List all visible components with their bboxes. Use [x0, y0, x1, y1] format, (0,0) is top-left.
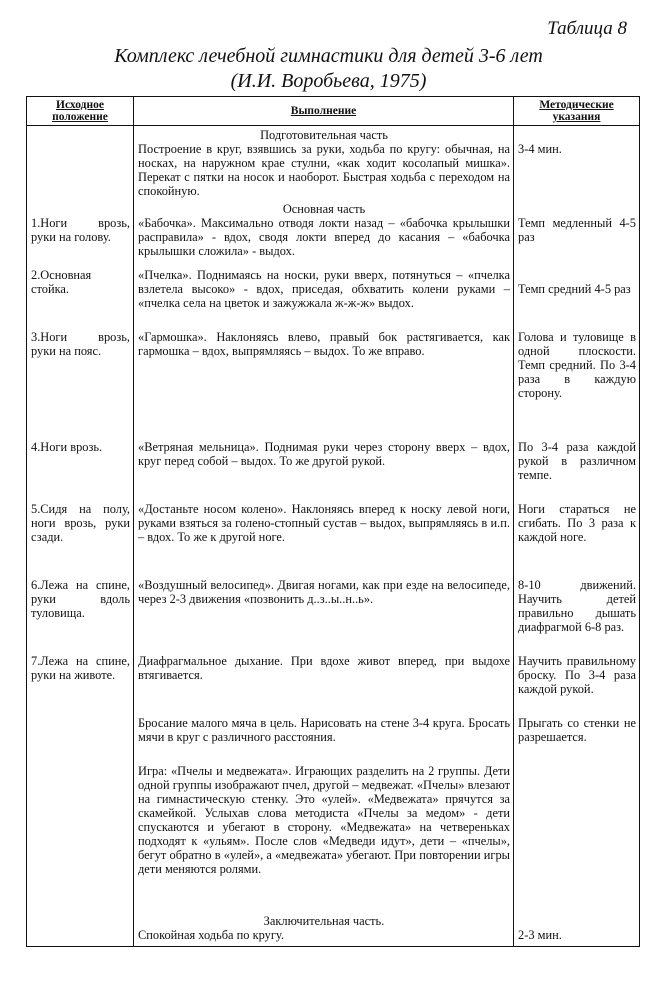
cell-notes: Научить правильному броску. По 3-4 раза каждой рукой.: [514, 652, 640, 714]
table-row: [27, 576, 640, 652]
cell-notes: Прыгать со стенки не разрешается.: [514, 714, 640, 762]
document-subtitle: (И.И. Воробьева, 1975): [230, 70, 427, 92]
cell-position: 4.Ноги врозь.: [27, 438, 134, 500]
cell-position: 2.Основная стойка.: [27, 266, 134, 328]
cell-execution: «Воздушный велосипед». Двигая ногами, как при езде на велосипеде, через 2-3 движения «позвонить д..з..ы..н..ь».: [134, 576, 514, 652]
cell-execution: Основная часть «Бабочка». Максимально отводя локти назад – «бабочка крылышки расправила» - вдох, сводя локти вперед до касания – «бабочка крылышки сложила» - выдох.: [134, 200, 514, 266]
cell-position: 1.Ноги врозь, руки на голову.: [27, 200, 134, 266]
cell-notes: 3-4 мин.: [514, 126, 640, 201]
cell-notes: Голова и туловище в одной плоскости. Темп средний. По 3-4 раза в каждую сторону.: [514, 328, 640, 438]
cell-execution: «Ветряная мельница». Поднимая руки через сторону вверх – вдох, круг перед собой – выдох. То же другой рукой.: [134, 438, 514, 500]
table-row: [27, 438, 640, 500]
cell-position: 3.Ноги врозь, руки на пояс.: [27, 328, 134, 438]
table-row: [27, 200, 640, 266]
cell-notes: Ноги стараться не сгибать. По 3 раза к каждой ноге.: [514, 500, 640, 576]
cell-execution: «Достаньте носом колено». Наклоняясь вперед к носку левой ноги, руками взяться за голено-стопный сустав – выдох, выпрямляясь в и.п. – вдох. То же к другой ноге.: [134, 500, 514, 576]
header-execution: Выполнение: [134, 97, 514, 126]
table-row: [27, 912, 640, 947]
cell-position: [27, 912, 134, 947]
table-row: [27, 762, 640, 912]
cell-execution: Бросание малого мяча в цель. Нарисовать на стене 3-4 круга. Бросать мячи в круг с различного расстояния.: [134, 714, 514, 762]
cell-notes: Темп средний 4-5 раз: [514, 266, 640, 328]
table-row: [27, 328, 640, 438]
exercise-table: [26, 96, 640, 947]
section-heading-main: Основная часть: [282, 202, 366, 216]
cell-execution: Игра: «Пчелы и медвежата». Играющих разделить на 2 группы. Дети одной группы изображают пчел, другой – медвежат. «Пчелы» влезают на гимнастическую стенку. Это «улей». «Медвежата» прячутся за скамейкой. Услыхав слова методиста «Пчелы за медом» - дети спускаются и убегают в сторону. «Медвежата» на четвереньках подходят к «ульям». После слов «Медведи идут», дети – «пчелы», бегут обратно в «улей», а «медвежата» убегают. При повторении игры дети меняются ролями.: [134, 762, 514, 912]
cell-execution: Подготовительная часть Построение в круг, взявшись за руки, ходьба по кругу: обычная, на носках, на наружном крае стулни, «как ходит косолапый мишка». Перекат с пятки на носок и наоборот. Быстрая ходьба с переходом на спокойную.: [134, 126, 514, 201]
table-row: [27, 126, 640, 201]
cell-position: [27, 714, 134, 762]
table-row: [27, 714, 640, 762]
document-title: Комплекс лечебной гимнастики для детей 3-6 лет: [114, 45, 543, 67]
cell-position: [27, 126, 134, 201]
cell-execution: «Пчелка». Поднимаясь на носки, руки вверх, потянуться – «пчелка взлетела высоко» - вдох, приседая, обхватить колени руками – «пчелка села на цветок и зажужжала ж-ж-ж» выдох.: [134, 266, 514, 328]
table-header-row: [27, 97, 640, 126]
table-row: [27, 500, 640, 576]
header-method-notes: Методические указания: [514, 97, 640, 126]
table-row: [27, 266, 640, 328]
cell-position: 5.Сидя на полу, ноги врозь, руки сзади.: [27, 500, 134, 576]
cell-notes: 2-3 мин.: [514, 912, 640, 947]
cell-notes: Темп медленный 4-5 раз: [514, 200, 640, 266]
cell-execution: Диафрагмальное дыхание. При вдохе живот вперед, при выдохе втягивается.: [134, 652, 514, 714]
cell-position: 7.Лежа на спине, руки на животе.: [27, 652, 134, 714]
cell-position: 6.Лежа на спине, руки вдоль туловища.: [27, 576, 134, 652]
cell-execution: Заключительная часть. Спокойная ходьба по кругу.: [134, 912, 514, 947]
cell-execution: «Гармошка». Наклоняясь влево, правый бок растягивается, как гармошка – вдох, выпрямляясь – выдох. То же вправо.: [134, 328, 514, 438]
cell-notes: 8-10 движений. Научить детей правильно дышать диафрагмой 6-8 раз.: [514, 576, 640, 652]
header-starting-position: Исходное положение: [27, 97, 134, 126]
section-heading-final: Заключительная часть.: [263, 914, 385, 928]
table-number: Таблица 8: [547, 18, 627, 39]
cell-notes: По 3-4 раза каждой рукой в различном темпе.: [514, 438, 640, 500]
cell-notes: [514, 762, 640, 912]
section-heading-preparatory: Подготовительная часть: [260, 128, 388, 142]
table-row: [27, 652, 640, 714]
cell-position: [27, 762, 134, 912]
